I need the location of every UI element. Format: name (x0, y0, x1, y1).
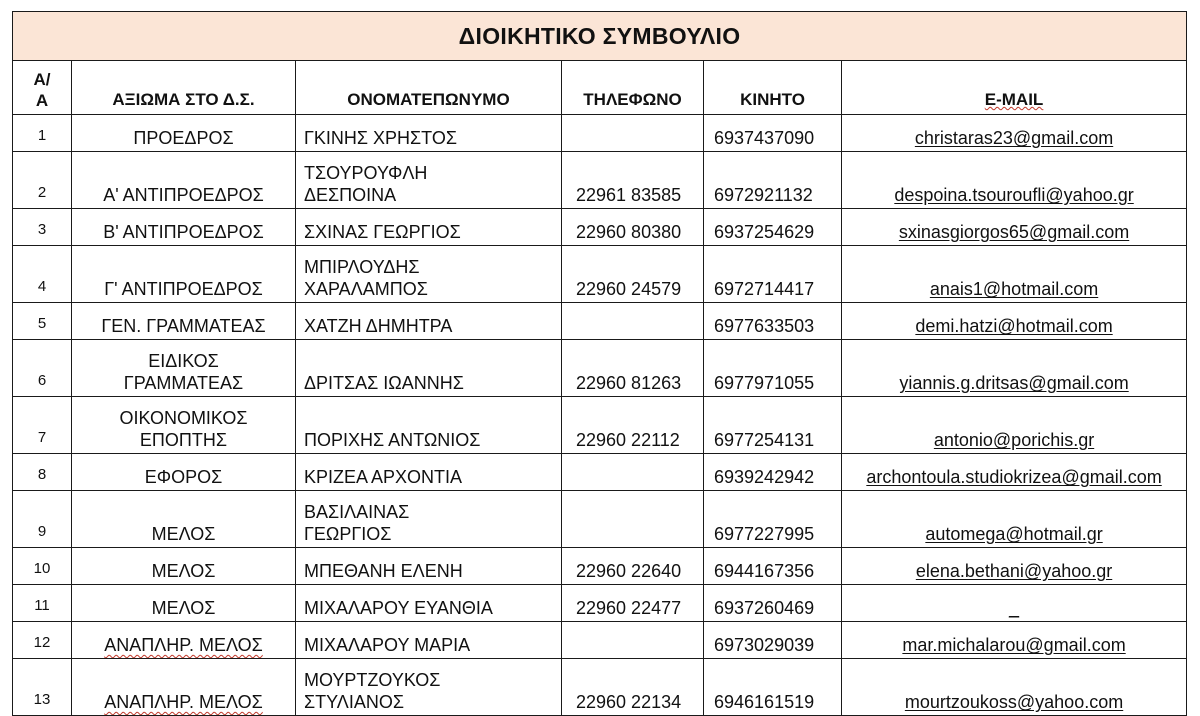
phone-value: 22960 81263 (576, 373, 682, 393)
email-link[interactable]: _ (1009, 598, 1020, 618)
mobile-value: 6972921132 (714, 185, 813, 205)
cell-number (13, 209, 72, 246)
cell-name (296, 152, 562, 209)
name-line1: ΒΑΣΙΛΑΙΝΑΣ (304, 502, 410, 522)
cell-phone (562, 397, 704, 454)
cell-name (296, 491, 562, 548)
cell-name (296, 115, 562, 152)
mobile-value: 6973029039 (714, 635, 815, 655)
cell-role (72, 303, 296, 340)
table-row (13, 340, 1187, 397)
cell-number (13, 152, 72, 209)
table-row (13, 622, 1187, 659)
table-row (13, 491, 1187, 548)
email-link[interactable]: mourtzoukoss@yahoo.com (904, 692, 1124, 712)
cell-role (72, 209, 296, 246)
cell-email (842, 303, 1187, 340)
table-row (13, 303, 1187, 340)
role-line2: ΕΠΟΠΤΗΣ (139, 430, 228, 450)
cell-mobile (704, 340, 842, 397)
name-line1: ΔΡΙΤΣΑΣ ΙΩΑΝΝΗΣ (304, 373, 464, 393)
cell-name (296, 397, 562, 454)
name-line1: ΤΣΟΥΡΟΥΦΛΗ (304, 163, 428, 183)
table-row (13, 246, 1187, 303)
row-number: 9 (37, 523, 47, 540)
cell-number (13, 622, 72, 659)
name-line2: ΣΤΥΛΙΑΝΟΣ (304, 692, 404, 712)
phone-value: 22960 22112 (576, 430, 680, 450)
cell-email (842, 491, 1187, 548)
table-title: ΔΙΟΙΚΗΤΙΚΟ ΣΥΜΒΟΥΛΙΟ (13, 12, 1187, 61)
cell-phone (562, 246, 704, 303)
email-link[interactable]: archontoula.studiokrizea@gmail.com (866, 467, 1162, 487)
header-mobile: ΚΙΝΗΤΟ (704, 61, 842, 115)
name-line1: ΜΙΧΑΛΑΡΟΥ ΕΥΑΝΘΙΑ (304, 598, 493, 618)
cell-email (842, 548, 1187, 585)
cell-role (72, 246, 296, 303)
role-line1: ΓΕΝ. ΓΡΑΜΜΑΤΕΑΣ (101, 316, 266, 336)
row-number: 1 (37, 127, 47, 144)
cell-mobile (704, 209, 842, 246)
email-link[interactable]: yiannis.g.dritsas@gmail.com (899, 373, 1129, 393)
role-line1: ΑΝΑΠΛΗΡ. ΜΕΛΟΣ (104, 692, 263, 712)
role-line1: ΑΝΑΠΛΗΡ. ΜΕΛΟΣ (104, 635, 263, 655)
cell-mobile (704, 491, 842, 548)
header-aa-line2: Α (35, 91, 49, 110)
name-line2: ΔΕΣΠΟΙΝΑ (304, 185, 397, 205)
cell-mobile (704, 115, 842, 152)
name-line1: ΜΟΥΡΤΖΟΥΚΟΣ (304, 670, 441, 690)
cell-mobile (704, 454, 842, 491)
cell-email (842, 397, 1187, 454)
row-number: 8 (37, 466, 47, 483)
row-number: 2 (37, 184, 47, 201)
role-line2: ΓΡΑΜΜΑΤΕΑΣ (123, 373, 244, 393)
cell-role (72, 397, 296, 454)
cell-role (72, 340, 296, 397)
cell-phone (562, 491, 704, 548)
cell-name (296, 622, 562, 659)
table-row (13, 209, 1187, 246)
name-line1: ΠΟΡΙΧΗΣ ΑΝΤΩΝΙΟΣ (304, 430, 481, 450)
cell-email (842, 585, 1187, 622)
cell-mobile (704, 548, 842, 585)
cell-email (842, 659, 1187, 716)
phone-value: 22960 80380 (576, 222, 682, 242)
cell-mobile (704, 659, 842, 716)
name-line1: ΓΚΙΝΗΣ ΧΡΗΣΤΟΣ (304, 128, 457, 148)
cell-email (842, 340, 1187, 397)
cell-email (842, 115, 1187, 152)
cell-number (13, 115, 72, 152)
role-line1: ΜΕΛΟΣ (151, 524, 216, 544)
header-role: ΑΞΙΩΜΑ ΣΤΟ Δ.Σ. (72, 61, 296, 115)
mobile-value: 6937260469 (714, 598, 815, 618)
table-row (13, 152, 1187, 209)
mobile-value: 6939242942 (714, 467, 815, 487)
cell-mobile (704, 622, 842, 659)
email-link[interactable]: mar.michalarou@gmail.com (902, 635, 1126, 655)
header-email-label: E-MAIL (984, 90, 1044, 109)
mobile-value: 6977971055 (714, 373, 815, 393)
cell-role (72, 454, 296, 491)
email-link[interactable]: automega@hotmail.gr (925, 524, 1103, 544)
email-link[interactable]: elena.bethani@yahoo.gr (915, 561, 1113, 581)
row-number: 13 (33, 691, 51, 708)
cell-number (13, 303, 72, 340)
role-line1: Β' ΑΝΤΙΠΡΟΕΔΡΟΣ (103, 222, 264, 242)
cell-email (842, 454, 1187, 491)
cell-name (296, 340, 562, 397)
name-line1: ΧΑΤΖΗ ΔΗΜΗΤΡΑ (304, 316, 453, 336)
cell-phone (562, 622, 704, 659)
cell-mobile (704, 303, 842, 340)
header-aa-line1: Α/ (33, 70, 51, 89)
cell-name (296, 659, 562, 716)
mobile-value: 6937254629 (714, 222, 815, 242)
role-line1: Γ' ΑΝΤΙΠΡΟΕΔΡΟΣ (104, 279, 263, 299)
cell-mobile (704, 585, 842, 622)
mobile-value: 6977633503 (714, 316, 815, 336)
row-number: 12 (33, 634, 51, 651)
phone-value: 22960 22640 (576, 561, 682, 581)
cell-number (13, 491, 72, 548)
cell-name (296, 454, 562, 491)
phone-value: 22960 24579 (576, 279, 682, 299)
cell-name (296, 209, 562, 246)
email-link[interactable]: demi.hatzi@hotmail.com (915, 316, 1113, 336)
cell-name (296, 246, 562, 303)
row-number: 11 (34, 597, 50, 614)
cell-phone (562, 115, 704, 152)
name-line1: ΜΙΧΑΛΑΡΟΥ ΜΑΡΙΑ (304, 635, 471, 655)
row-number: 5 (37, 315, 47, 332)
cell-name (296, 303, 562, 340)
table-row (13, 585, 1187, 622)
cell-number (13, 585, 72, 622)
table-row (13, 454, 1187, 491)
phone-value: 22960 22477 (576, 598, 682, 618)
row-number: 7 (37, 429, 47, 446)
table-row (13, 548, 1187, 585)
cell-email (842, 152, 1187, 209)
role-line1: ΟΙΚΟΝΟΜΙΚΟΣ (119, 408, 248, 428)
role-line1: ΜΕΛΟΣ (151, 561, 216, 581)
cell-role (72, 585, 296, 622)
cell-role (72, 548, 296, 585)
mobile-value: 6944167356 (714, 561, 815, 581)
row-number: 3 (37, 221, 47, 238)
table-row (13, 659, 1187, 716)
phone-value: 22960 22134 (576, 692, 682, 712)
board-table (12, 11, 1187, 716)
mobile-value: 6977227995 (714, 524, 815, 544)
cell-role (72, 152, 296, 209)
cell-mobile (704, 397, 842, 454)
email-link[interactable]: antonio@porichis.gr (933, 430, 1095, 450)
mobile-value: 6977254131 (714, 430, 815, 450)
name-line1: ΚΡΙΖΕΑ ΑΡΧΟΝΤΙΑ (304, 467, 463, 487)
header-phone: ΤΗΛΕΦΩΝΟ (562, 61, 704, 115)
cell-role (72, 491, 296, 548)
phone-value: 22961 83585 (576, 185, 682, 205)
header-row (13, 61, 1187, 115)
role-line1: Α' ΑΝΤΙΠΡΟΕΔΡΟΣ (103, 185, 264, 205)
header-aa (13, 61, 72, 115)
table-row (13, 397, 1187, 454)
cell-phone (562, 152, 704, 209)
cell-phone (562, 209, 704, 246)
role-line1: ΕΙΔΙΚΟΣ (148, 351, 219, 371)
cell-email (842, 209, 1187, 246)
mobile-value: 6972714417 (714, 279, 815, 299)
email-link[interactable]: christaras23@gmail.com (914, 128, 1114, 148)
row-number: 10 (33, 560, 51, 577)
cell-phone (562, 340, 704, 397)
name-line1: ΣΧΙΝΑΣ ΓΕΩΡΓΙΟΣ (304, 222, 461, 242)
cell-email (842, 246, 1187, 303)
mobile-value: 6937437090 (714, 128, 815, 148)
cell-number (13, 246, 72, 303)
cell-number (13, 548, 72, 585)
cell-mobile (704, 246, 842, 303)
header-email (842, 61, 1187, 115)
cell-name (296, 585, 562, 622)
cell-role (72, 115, 296, 152)
cell-number (13, 397, 72, 454)
cell-number (13, 340, 72, 397)
cell-name (296, 548, 562, 585)
cell-phone (562, 659, 704, 716)
name-line1: ΜΠΕΘΑΝΗ ΕΛΕΝΗ (304, 561, 463, 581)
email-link[interactable]: despoina.tsouroufli@yahoo.gr (894, 185, 1134, 205)
cell-phone (562, 585, 704, 622)
role-line1: ΕΦΟΡΟΣ (144, 467, 223, 487)
row-number: 6 (37, 372, 47, 389)
email-link[interactable]: anais1@hotmail.com (929, 279, 1099, 299)
cell-number (13, 454, 72, 491)
cell-phone (562, 303, 704, 340)
header-name: ΟΝΟΜΑΤΕΠΩΝΥΜΟ (296, 61, 562, 115)
mobile-value: 6946161519 (714, 692, 815, 712)
role-line1: ΜΕΛΟΣ (151, 598, 216, 618)
table-row (13, 115, 1187, 152)
cell-phone (562, 548, 704, 585)
name-line2: ΓΕΩΡΓΙΟΣ (304, 524, 392, 544)
title-row (13, 12, 1187, 61)
cell-role (72, 659, 296, 716)
cell-mobile (704, 152, 842, 209)
cell-phone (562, 454, 704, 491)
role-line1: ΠΡΟΕΔΡΟΣ (133, 128, 234, 148)
name-line2: ΧΑΡΑΛΑΜΠΟΣ (304, 279, 428, 299)
email-link[interactable]: sxinasgiorgos65@gmail.com (898, 222, 1130, 242)
cell-role (72, 622, 296, 659)
name-line1: ΜΠΙΡΛΟΥΔΗΣ (304, 257, 420, 277)
cell-email (842, 622, 1187, 659)
cell-number (13, 659, 72, 716)
row-number: 4 (37, 278, 47, 295)
